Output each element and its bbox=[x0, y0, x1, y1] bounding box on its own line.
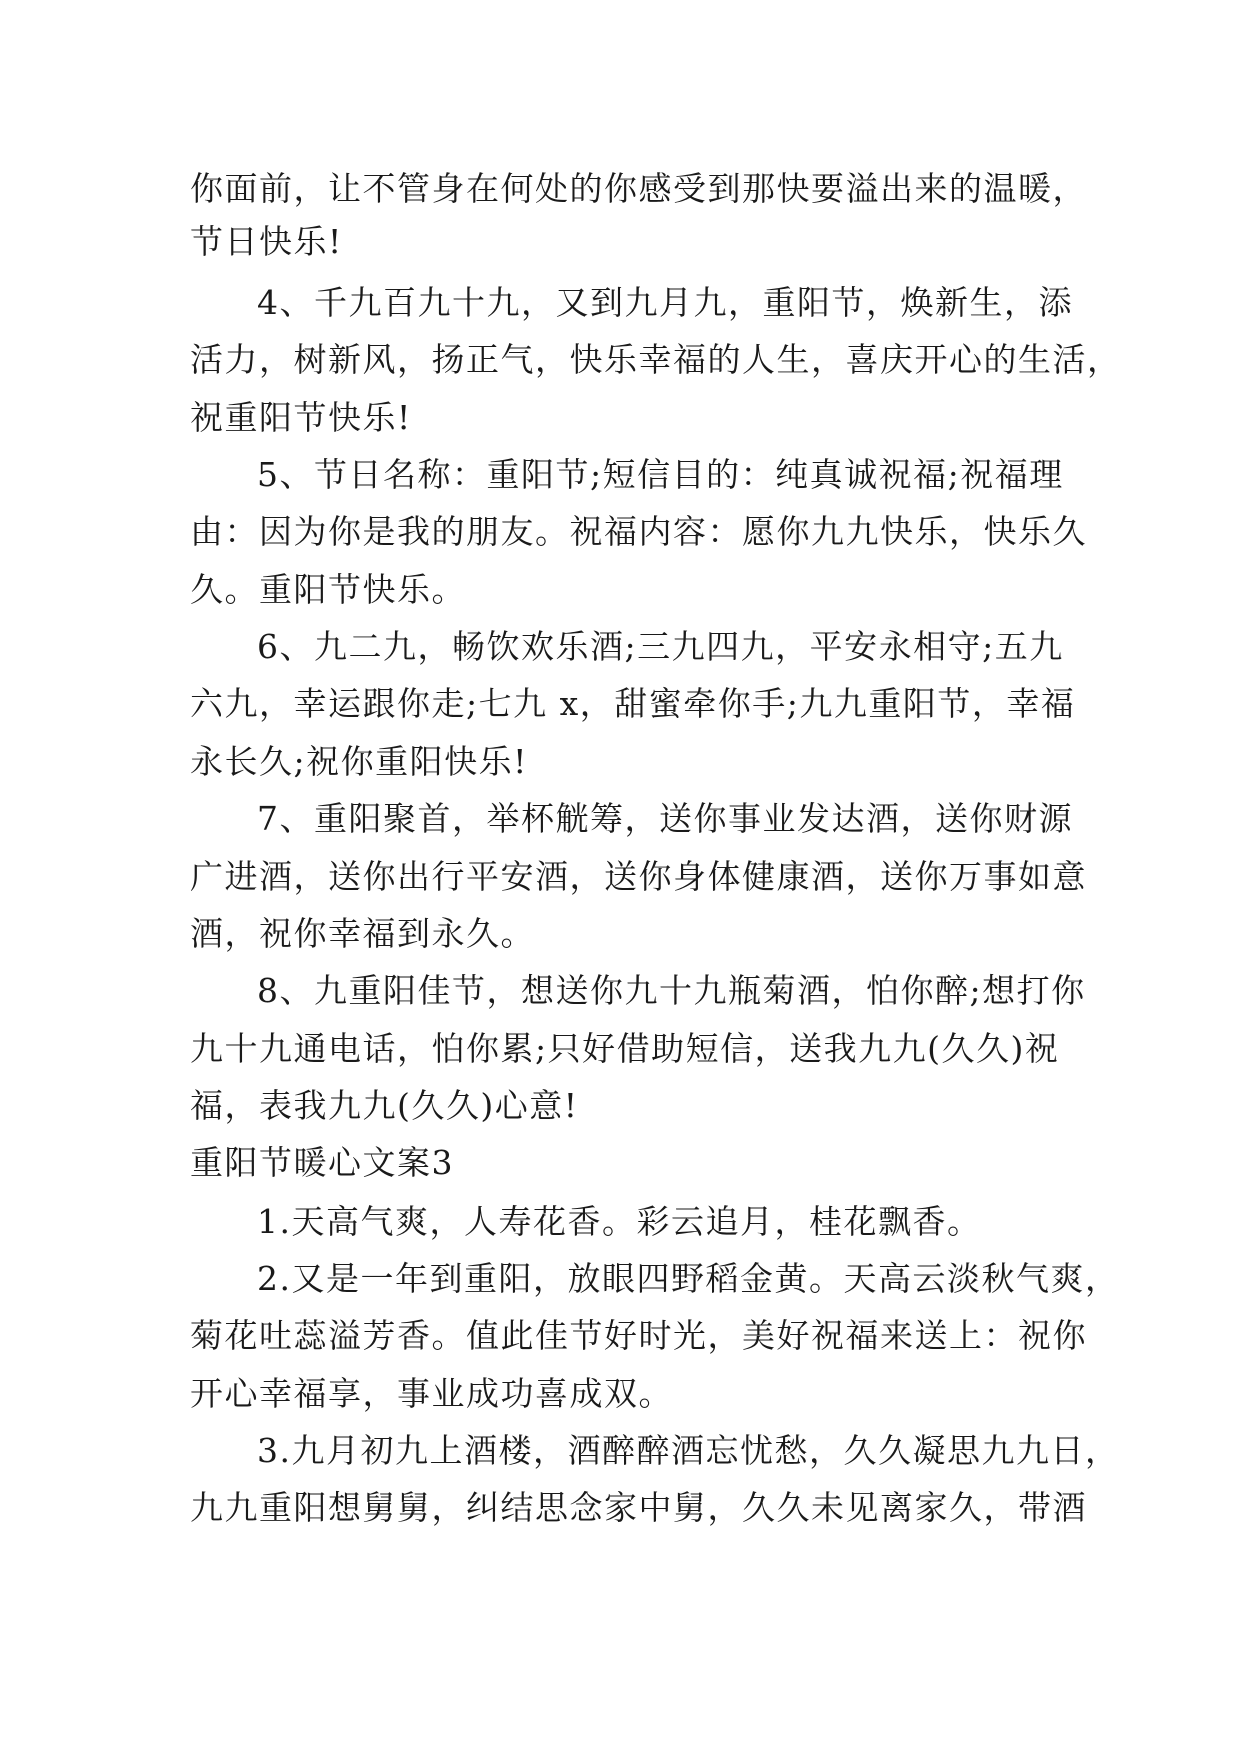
section-heading: 重阳节暖心文案3 bbox=[190, 1143, 454, 1182]
text-line: 节日快乐! bbox=[190, 222, 343, 261]
paragraph-item-3: 3.九月初九上酒楼，酒醉醉酒忘忧愁，久久凝思九九日， bbox=[257, 1431, 1120, 1470]
text-line: 永长久;祝你重阳快乐! bbox=[190, 742, 528, 781]
text-line: 久。重阳节快乐。 bbox=[190, 570, 466, 609]
text-line: 福，表我九九(久久)心意! bbox=[190, 1086, 579, 1125]
text-line: 由：因为你是我的朋友。祝福内容：愿你九九快乐，快乐久 bbox=[190, 512, 1087, 551]
paragraph-item-2: 2.又是一年到重阳，放眼四野稻金黄。天高云淡秋气爽， bbox=[257, 1259, 1120, 1298]
text-line: 六九，幸运跟你走;七九 x，甜蜜牵你手;九九重阳节，幸福 bbox=[190, 684, 1076, 723]
text-line: 九九重阳想舅舅，纠结思念家中舅，久久未见离家久，带酒 bbox=[190, 1488, 1087, 1527]
text-line: 活力，树新风，扬正气，快乐幸福的人生，喜庆开心的生活， bbox=[190, 340, 1122, 379]
paragraph-item-6: 6、九二九，畅饮欢乐酒;三九四九，平安永相守;五九 bbox=[257, 627, 1064, 666]
text-line: 你面前，让不管身在何处的你感受到那快要溢出来的温暖， bbox=[190, 169, 1087, 208]
text-line: 酒，祝你幸福到永久。 bbox=[190, 914, 535, 953]
text-line: 广进酒，送你出行平安酒，送你身体健康酒，送你万事如意 bbox=[190, 857, 1087, 896]
text-line: 祝重阳节快乐! bbox=[190, 398, 412, 437]
paragraph-item-7: 7、重阳聚首，举杯觥筹，送你事业发达酒，送你财源 bbox=[257, 799, 1073, 838]
text-line: 九十九通电话，怕你累;只好借助短信，送我九九(久久)祝 bbox=[190, 1029, 1060, 1068]
text-line: 菊花吐蕊溢芳香。值此佳节好时光，美好祝福来送上：祝你 bbox=[190, 1316, 1087, 1355]
paragraph-item-8: 8、九重阳佳节，想送你九十九瓶菊酒，怕你醉;想打你 bbox=[257, 971, 1086, 1010]
text-line: 开心幸福享，事业成功喜成双。 bbox=[190, 1374, 673, 1413]
paragraph-item-1: 1.天高气爽，人寿花香。彩云追月，桂花飘香。 bbox=[257, 1202, 982, 1241]
paragraph-item-4: 4、千九百九十九，又到九月九，重阳节，焕新生，添 bbox=[257, 283, 1073, 322]
paragraph-item-5: 5、节日名称：重阳节;短信目的：纯真诚祝福;祝福理 bbox=[257, 455, 1064, 494]
